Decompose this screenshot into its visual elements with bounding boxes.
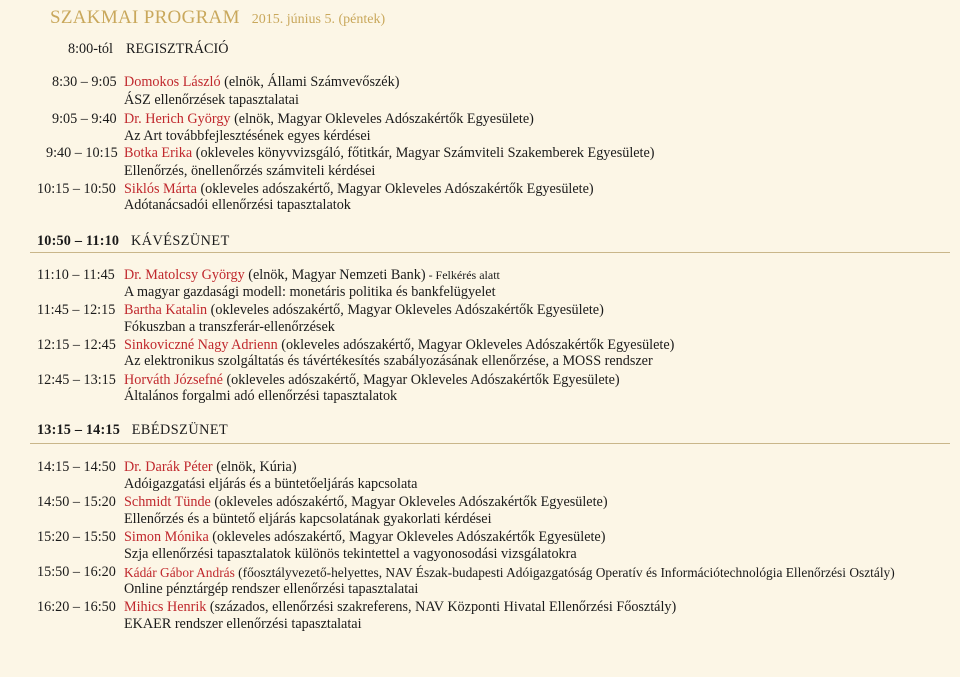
talk-topic: EKAER rendszer ellenőrzési tapasztalatai	[124, 616, 362, 632]
talk-topic: Fókuszban a transzferár-ellenőrzések	[124, 319, 335, 335]
talk-topic: Adóigazgatási eljárás és a büntetőeljárás kapcsolata	[124, 476, 418, 492]
talk-topic: Az elektronikus szolgáltatás és távértékesítés szabályozásának ellenőrzése, a MOSS rendszer	[124, 353, 653, 369]
slot-time: 12:45 – 13:15	[37, 372, 116, 388]
speaker-name: Dr. Darák Péter	[124, 459, 213, 475]
speaker-name: Domokos László	[124, 74, 221, 90]
speaker-role: (elnök, Magyar Okleveles Adószakértők Egyesülete)	[230, 111, 534, 127]
speaker-line	[124, 564, 895, 581]
speaker-name: Botka Erika	[124, 145, 193, 161]
slot-time: 9:05 – 9:40	[52, 111, 117, 127]
speaker-name: Simon Mónika	[124, 529, 209, 545]
speaker-name: Dr. Matolcsy György	[124, 267, 245, 283]
speaker-role: (százados, ellenőrzési szakreferens, NAV Központi Hivatal Ellenőrzési Főosztály)	[206, 599, 677, 615]
registration-label: REGISZTRÁCIÓ	[126, 41, 229, 57]
speaker-name: Kádár Gábor András	[124, 565, 235, 580]
registration-time: 8:00-tól	[68, 41, 113, 57]
slot-time: 15:50 – 16:20	[37, 564, 116, 580]
talk-topic: Általános forgalmi adó ellenőrzési tapasztalatok	[124, 388, 398, 404]
speaker-name: Mihics Henrik	[124, 599, 207, 615]
speaker-line	[124, 145, 655, 162]
speaker-role: (elnök, Magyar Nemzeti Bank)	[244, 267, 426, 283]
speaker-role: (okleveles adószakértő, Magyar Okleveles Adószakértők Egyesülete)	[210, 494, 608, 510]
speaker-role: (okleveles adószakértő, Magyar Okleveles Adószakértők Egyesülete)	[196, 181, 594, 197]
divider	[30, 252, 950, 253]
slot-time: 9:40 – 10:15	[46, 145, 118, 161]
break-time: 10:50 – 11:10	[37, 233, 120, 249]
speaker-name: Sinkoviczné Nagy Adrienn	[124, 337, 278, 353]
speaker-name: Bartha Katalin	[124, 302, 208, 318]
slot-time: 12:15 – 12:45	[37, 337, 116, 353]
slot-time: 10:15 – 10:50	[37, 181, 116, 197]
coffee-break	[37, 233, 230, 250]
speaker-name: Dr. Herich György	[124, 111, 231, 127]
speaker-role: (okleveles adószakértő, Magyar Okleveles Adószakértők Egyesülete)	[207, 302, 604, 318]
speaker-role: (okleveles adószakértő, Magyar Okleveles Adószakértők Egyesülete)	[277, 337, 675, 353]
talk-topic: Ellenőrzés és a büntető eljárás kapcsolatának gyakorlati kérdései	[124, 511, 492, 527]
speaker-line	[124, 372, 620, 389]
speaker-line	[124, 74, 399, 91]
talk-topic: Ellenőrzés, önellenőrzés számviteli kérdései	[124, 163, 376, 179]
speaker-note: - Felkérés alatt	[425, 268, 500, 282]
talk-topic: A magyar gazdasági modell: monetáris politika és bankfelügyelet	[124, 284, 496, 300]
event-date: 2015. június 5. (péntek)	[251, 12, 386, 27]
slot-time: 11:10 – 11:45	[37, 267, 115, 283]
slot-time: 14:15 – 14:50	[37, 459, 116, 475]
slot-time: 11:45 – 12:15	[37, 302, 116, 318]
slot-time: 8:30 – 9:05	[52, 74, 117, 90]
talk-topic: Adótanácsadói ellenőrzési tapasztalatok	[124, 197, 351, 213]
lunch-break	[37, 422, 228, 439]
speaker-role: (főosztályvezető-helyettes, NAV Észak-budapesti Adóigazgatóság Operatív és Információtechnológia Ellenőrzési Osztály)	[234, 565, 895, 580]
break-label: EBÉDSZÜNET	[131, 422, 229, 438]
speaker-line	[124, 181, 594, 198]
speaker-line	[124, 494, 608, 511]
speaker-name: Siklós Márta	[124, 181, 197, 197]
speaker-role: (okleveles adószakértő, Magyar Okleveles Adószakértők Egyesülete)	[222, 372, 620, 388]
speaker-role: (okleveles adószakértő, Magyar Okleveles Adószakértők Egyesülete)	[208, 529, 606, 545]
speaker-line	[124, 599, 676, 616]
speaker-role: (elnök, Állami Számvevőszék)	[220, 74, 400, 90]
divider	[30, 443, 950, 444]
speaker-role: (okleveles könyvvizsgáló, főtitkár, Magyar Számviteli Szakemberek Egyesülete)	[192, 145, 655, 161]
page-header	[50, 7, 385, 29]
speaker-line	[124, 111, 534, 128]
speaker-line	[124, 302, 604, 319]
speaker-line	[124, 529, 605, 546]
speaker-name: Schmidt Tünde	[124, 494, 211, 510]
talk-topic: ÁSZ ellenőrzések tapasztalatai	[124, 92, 299, 108]
speaker-line	[124, 337, 674, 354]
slot-time: 15:20 – 15:50	[37, 529, 116, 545]
talk-topic: Online pénztárgép rendszer ellenőrzési tapasztalatai	[124, 581, 419, 597]
speaker-role: (elnök, Kúria)	[212, 459, 297, 475]
talk-topic: Az Art továbbfejlesztésének egyes kérdései	[124, 128, 371, 144]
slot-time: 14:50 – 15:20	[37, 494, 116, 510]
page-title: SZAKMAI PROGRAM	[50, 7, 240, 28]
speaker-name: Horváth Józsefné	[124, 372, 223, 388]
slot-time: 16:20 – 16:50	[37, 599, 116, 615]
speaker-line	[124, 267, 500, 284]
speaker-line	[124, 459, 297, 476]
talk-topic: Szja ellenőrzési tapasztalatok különös tekintettel a vagyonosodási vizsgálatokra	[124, 546, 577, 562]
break-time: 13:15 – 14:15	[37, 422, 120, 438]
break-label: KÁVÉSZÜNET	[130, 233, 230, 249]
